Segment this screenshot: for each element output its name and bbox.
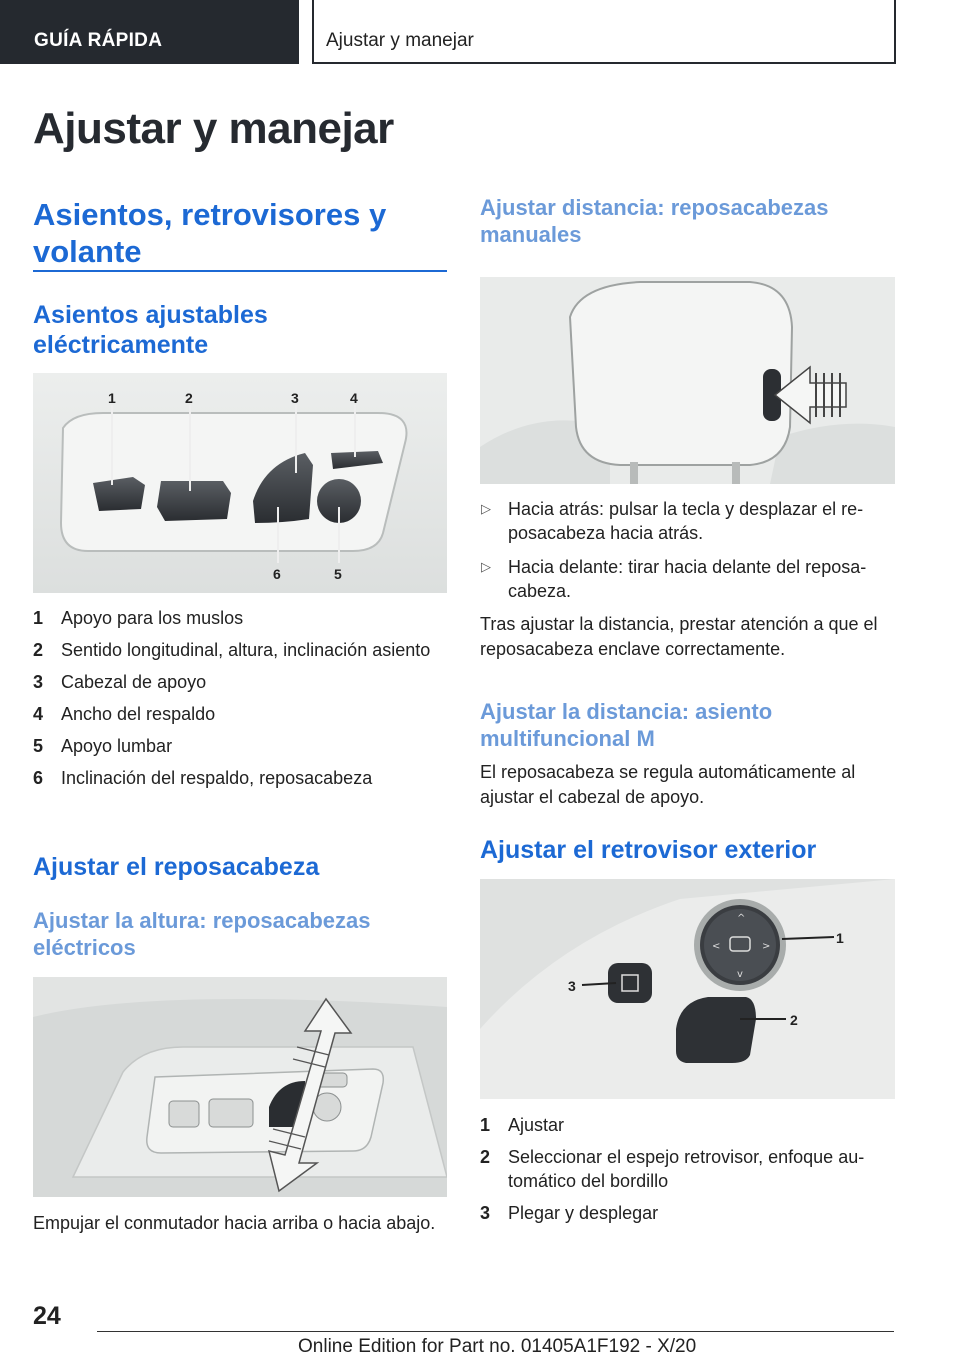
section-tab [0, 0, 299, 64]
list-item: 2 Sentido longitudinal, altura, inclinación asiento [33, 640, 431, 660]
seat-callout-1: 1 [108, 390, 116, 406]
distance-steps [480, 497, 895, 613]
distance-heading: Ajustar distancia: reposacabezas manuales [480, 195, 829, 247]
list-item: 1 Ajustar [480, 1115, 565, 1135]
page-title: Ajustar y manejar [33, 104, 394, 153]
seats-heading: Asientos ajustables eléctricamente [33, 301, 268, 359]
list-item: 5 Apoyo lumbar [33, 736, 173, 756]
seat-legend [33, 606, 447, 798]
height-caption: Empujar el conmutador hacia arriba o hacia abajo. [33, 1213, 436, 1233]
footer-divider [97, 1331, 894, 1332]
list-item: 4 Ancho del respaldo [33, 704, 216, 724]
multifunction-text: El reposacabeza se regula automáticamente al ajustar el cabezal de apoyo. [480, 762, 856, 807]
chapter-header [312, 0, 896, 64]
list-item: ▷ Hacia delante: tirar hacia delante del reposa-cabeza. [481, 557, 867, 601]
seat-callout-5: 5 [334, 566, 342, 582]
section-divider [33, 270, 447, 272]
svg-text:<: < [712, 941, 721, 952]
list-item: 3 Plegar y desplegar [480, 1203, 659, 1223]
seat-callout-3: 3 [291, 390, 299, 406]
chapter-header-label: Ajustar y manejar [326, 30, 474, 51]
mirror-legend [480, 1113, 895, 1233]
svg-text:v: v [737, 969, 743, 980]
distance-note: Tras ajustar la distancia, prestar atención a que el reposacabeza enclave correctamente. [480, 614, 878, 659]
mirror-callout-3: 3 [568, 978, 576, 994]
svg-text:>: > [762, 941, 771, 952]
mirror-callout-1: 1 [836, 930, 844, 946]
seat-controls-image [33, 373, 447, 593]
section-heading: Asientos, retrovisores y volante [33, 197, 387, 269]
svg-text:^: ^ [737, 913, 746, 924]
footer-edition: Online Edition for Part no. 01405A1F192 - X/20 [298, 1336, 697, 1357]
seat-callout-2: 2 [185, 390, 193, 406]
manual-headrest-image [480, 277, 895, 484]
height-heading: Ajustar la altura: reposacabezas eléctricos [33, 908, 371, 960]
seat-callout-6: 6 [273, 566, 281, 582]
mirror-heading: Ajustar el retrovisor exterior [480, 836, 817, 864]
headrest-height-image [33, 977, 447, 1197]
list-item: 6 Inclinación del respaldo, reposacabeza [33, 768, 373, 788]
bullet-triangle-icon: ▷ [481, 559, 491, 574]
headrest-heading: Ajustar el reposacabeza [33, 853, 320, 881]
seat-callout-4: 4 [350, 390, 358, 406]
bullet-triangle-icon: ▷ [481, 501, 491, 516]
mirror-controls-image [480, 879, 895, 1099]
list-item: 2 Seleccionar el espejo retrovisor, enfoque au-tomático del bordillo [480, 1147, 865, 1191]
section-tab-label: GUÍA RÁPIDA [34, 30, 163, 51]
mirror-callout-2: 2 [790, 1012, 798, 1028]
multifunction-heading: Ajustar la distancia: asiento multifuncional M [480, 699, 773, 751]
list-item: ▷ Hacia atrás: pulsar la tecla y desplazar el re-posacabeza hacia atrás. [481, 499, 864, 543]
list-item: 1 Apoyo para los muslos [33, 608, 244, 628]
list-item: 3 Cabezal de apoyo [33, 672, 207, 692]
page-number: 24 [33, 1302, 61, 1330]
